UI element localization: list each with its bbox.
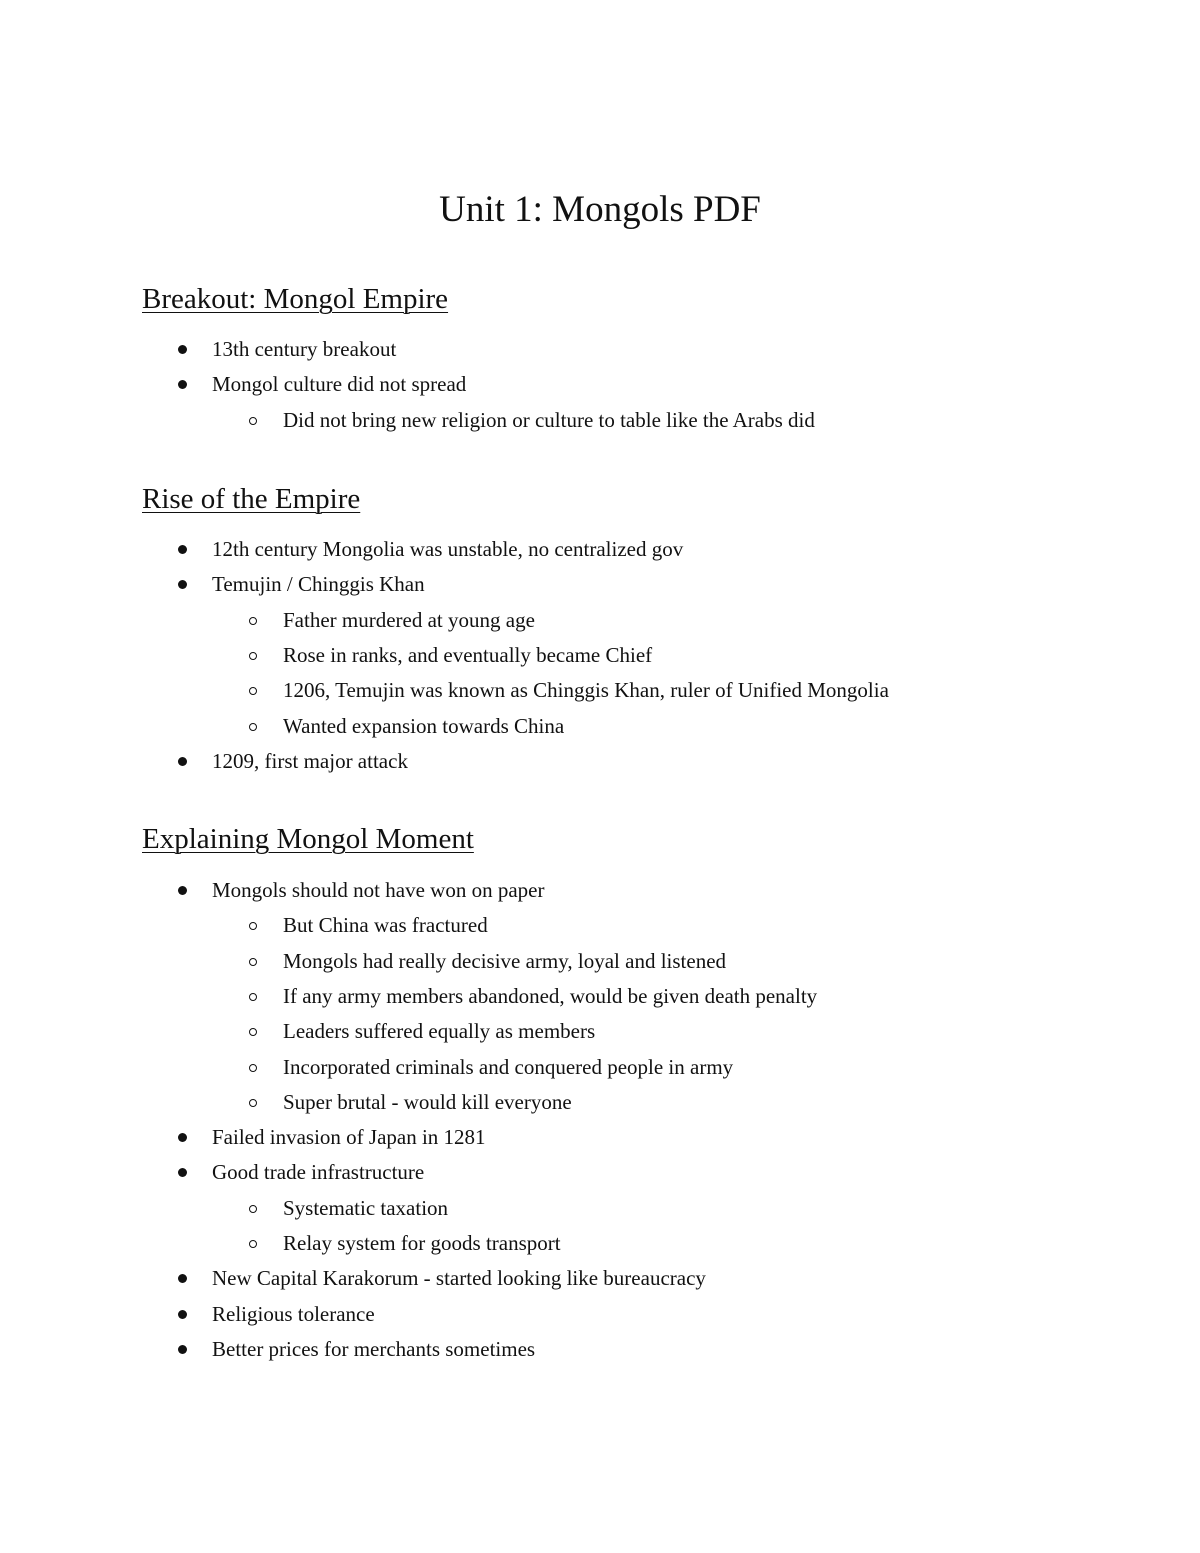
bullet-dot-icon: [178, 1310, 187, 1319]
sub-list-item: Wanted expansion towards China: [283, 713, 565, 738]
list-item: Failed invasion of Japan in 1281: [212, 1125, 486, 1150]
list-item: Temujin / Chinggis Khan: [212, 572, 425, 597]
bullet-circle-icon: [249, 1028, 257, 1036]
bullet-circle-icon: [249, 993, 257, 1001]
bullet-circle-icon: [249, 687, 257, 695]
list-item: 1209, first major attack: [212, 748, 408, 773]
list-item: 13th century breakout: [212, 337, 397, 361]
bullet-circle-icon: [249, 723, 257, 731]
sub-list-item: Rose in ranks, and eventually became Chief: [283, 642, 653, 667]
bullet-circle-icon: [249, 417, 257, 425]
section-heading: Explaining Mongol Moment: [142, 823, 474, 855]
sub-list-item: Did not bring new religion or culture to table like the Arabs did: [283, 407, 815, 432]
bullet-dot-icon: [178, 886, 187, 895]
list-item: Better prices for merchants sometimes: [212, 1336, 536, 1361]
bullet-circle-icon: [249, 1240, 257, 1248]
list-item: 12th century Mongolia was unstable, no centralized gov: [212, 537, 684, 561]
list-item: Good trade infrastructure: [212, 1160, 425, 1185]
bullet-circle-icon: [249, 617, 257, 625]
list-item: Religious tolerance: [212, 1301, 375, 1326]
bullet-circle-icon: [249, 1064, 257, 1072]
bullet-dot-icon: [178, 1274, 187, 1283]
sub-list-item: Leaders suffered equally as members: [283, 1019, 596, 1044]
bullet-dot-icon: [178, 345, 187, 354]
bullet-dot-icon: [178, 545, 187, 554]
sub-list-item: Systematic taxation: [283, 1195, 449, 1220]
bullet-circle-icon: [249, 1099, 257, 1107]
section-heading: Rise of the Empire: [142, 483, 361, 515]
bullet-dot-icon: [178, 1345, 187, 1354]
bullet-circle-icon: [249, 922, 257, 930]
list-item: Mongol culture did not spread: [212, 372, 467, 397]
sub-list-item: But China was fractured: [283, 913, 488, 938]
sub-list-item: 1206, Temujin was known as Chinggis Khan, ruler of Unified Mongolia: [283, 678, 889, 703]
sub-list-item: Father murdered at young age: [283, 607, 535, 632]
sub-list-item: Incorporated criminals and conquered people in army: [283, 1054, 734, 1079]
document-title: Unit 1: Mongols PDF: [439, 189, 761, 230]
bullet-circle-icon: [249, 958, 257, 966]
bullet-dot-icon: [178, 1168, 187, 1177]
bullet-circle-icon: [249, 1205, 257, 1213]
bullet-dot-icon: [178, 380, 187, 389]
list-item: New Capital Karakorum - started looking like bureaucracy: [212, 1266, 706, 1291]
bullet-dot-icon: [178, 580, 187, 589]
bullet-dot-icon: [178, 1133, 187, 1142]
bullet-circle-icon: [249, 652, 257, 660]
section-heading: Breakout: Mongol Empire: [142, 283, 449, 315]
sub-list-item: Mongols had really decisive army, loyal and listened: [283, 948, 727, 973]
sub-list-item: If any army members abandoned, would be given death penalty: [283, 983, 818, 1008]
sub-list-item: Super brutal - would kill everyone: [283, 1089, 572, 1114]
bullet-dot-icon: [178, 757, 187, 766]
list-item: Mongols should not have won on paper: [212, 878, 545, 902]
sub-list-item: Relay system for goods transport: [283, 1231, 561, 1255]
